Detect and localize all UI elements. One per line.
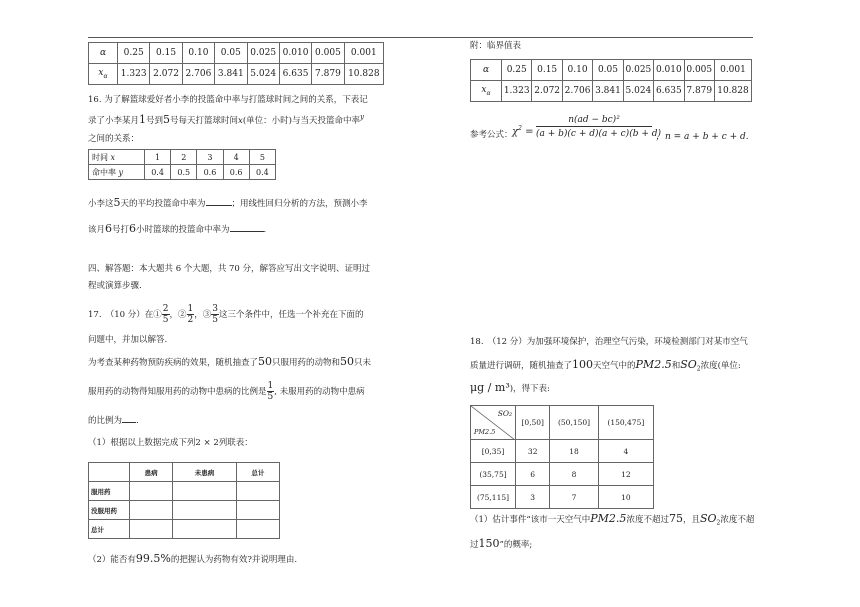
q17-line2: 问题中，并加以解答. xyxy=(88,335,168,345)
x-cell: 2.072 xyxy=(532,81,562,102)
pollution-row-label: (75,115] xyxy=(471,486,516,509)
fraction: $\frac{3}{5}$ xyxy=(212,304,219,325)
pollution-cell: 4 xyxy=(598,440,653,463)
pollution-cell: 32 xyxy=(516,440,550,463)
q17-line5: 的比例为 . xyxy=(88,416,139,426)
x-cell: 3.841 xyxy=(215,64,247,85)
alpha-cell: 0.001 xyxy=(344,43,383,64)
contingency-input-cell[interactable] xyxy=(173,501,236,520)
contingency-input-cell[interactable] xyxy=(236,482,279,501)
q16-answer-line2: 该月6号打6小时篮球的投篮命中率为 . xyxy=(88,222,267,235)
alpha-cell: 0.005 xyxy=(312,43,344,64)
alpha-cell: 0.005 xyxy=(684,60,714,81)
pollution-table xyxy=(470,405,654,509)
pollution-col-header: [0,50] xyxy=(516,406,550,440)
formula-label: 参考公式： xyxy=(470,130,513,140)
alpha-cell: 0.15 xyxy=(150,43,182,64)
pollution-cell: 12 xyxy=(598,463,653,486)
q17-line4: 服用药的动物得知服用药的动物中患病的比例是 $\frac{1}{5}$ , 未服用药的动物中患病 xyxy=(88,381,365,402)
rate-header: 命中率 y xyxy=(89,165,145,180)
alpha-cell: 0.025 xyxy=(623,60,653,81)
q18-line3: μg / m³)，得下表: xyxy=(470,381,550,394)
q18-line2: 质量进行调研，随机抽查了100天空气中的PM2.5和$SO_2$浓度(单位: xyxy=(470,358,741,373)
q17-part1: （1）根据以上数据完成下列2 × 2列联表： xyxy=(88,438,253,448)
contingency-input-cell[interactable] xyxy=(130,501,173,520)
pollution-cell: 8 xyxy=(550,463,598,486)
contingency-table xyxy=(88,462,280,539)
rate-cell: 0.4 xyxy=(145,165,171,180)
alpha-cell: 0.25 xyxy=(502,60,532,81)
q16-data-table xyxy=(88,149,276,180)
q18-part1: （1）估计事件“该市一天空气中PM2.5浓度不超过75，且$SO_2$浓度不超 xyxy=(470,512,755,527)
alpha-cell: 0.05 xyxy=(593,60,623,81)
alpha-cell: 0.15 xyxy=(532,60,562,81)
pollution-cell: 10 xyxy=(598,486,653,509)
x-cell: 2.706 xyxy=(182,64,214,85)
q16-line1: 16. 为了解篮球爱好者小李的投篮命中率与打篮球时间之间的关系，下表记 xyxy=(88,95,368,105)
x-alpha-label: $x_\alpha$ xyxy=(471,81,502,102)
time-cell: 3 xyxy=(197,150,223,165)
header-rule xyxy=(88,37,753,38)
right-critical-value-table xyxy=(470,59,752,102)
x-cell: 2.706 xyxy=(562,81,592,102)
left-critical-value-table xyxy=(88,42,384,85)
alpha-cell: 0.010 xyxy=(279,43,311,64)
alpha-label: α xyxy=(471,60,502,81)
pollution-row-label: (35,75] xyxy=(471,463,516,486)
formula-numerator: n(ad − bc)² xyxy=(536,115,652,127)
x-cell: 3.841 xyxy=(593,81,623,102)
x-cell: 6.635 xyxy=(654,81,684,102)
contingency-input-cell[interactable] xyxy=(173,482,236,501)
fraction: $\frac{1}{2}$ xyxy=(187,304,194,325)
alpha-cell: 0.25 xyxy=(118,43,150,64)
x-cell: 7.879 xyxy=(312,64,344,85)
x-cell: 2.072 xyxy=(150,64,182,85)
exam-page: α 0.25 0.15 0.10 0.05 0.025 0.010 0.005 0.001 $x_\alpha$ 1.323 2.072 2.706 3.841 5.024 6.635 7.879 10.828 16. 为了解篮球爱好者小李的投篮命中率与打篮球时间之间的关系，下表记 录了小李某月1号到5号每天打篮球时间x(单位：小时)与当天投篮命中率$^y$ 之间的关系： 时间 x 1 2 3 4 5 命中率 y 0.4 0.5 0.6 0.6 0.4 小李这5天的平均投篮命中率为 ；用线性回归分析的方法，预测小李 该月6号打6小时篮球的投篮命中率为 . 四、解答题：本大题共 6 个大题，共 70 分，解答应写出文字说明、证明过 程或演算步骤. 17. （10 分）在① $\frac{2}{5}$ ，② $\frac{1}{2}$ ，③ $\frac{3}{5}$ 这三个条件中，任选一个补充在下面的 问题中，并加以解答. 为考查某种药物预防疾病的效果，随机抽查了50只服用药的动物和50只未 服用药的动物得知服用药的动物中患病的比例是 $\frac{1}{5}$ , 未服用药的动物中患病 的比例为 . （1）根据以上数据完成下列2 × 2列联表： 患病 未患病 总计 服用药 没服用药 总计 （2）能否有99.5%的把握认为药物有效?并说明理由. 附：临界值表 α 0.25 0.15 0.10 0.05 0.025 0.010 0.005 0.001 $x_\alpha$ 1.323 2.072 2.706 3.841 5.024 6.635 7.879 10.828 参考公式： $\chi^2$ = $\frac{\text{n(ad − bc)²}}{(a + b)(c + d)(a + c)(b + d)}$ ，n = a + b + c + d. 18. （12 分）为加强环境保护，治理空气污染，环境检测部门对某市空气 质量进行调研，随机抽查了100天空气中的PM2.5和$SO_2$浓度(单位: μg / m³)，得下表: SO₂ PM2.5 [0,50] (50,150] (150,475] [0,35] 32 18 4 (35,75] 6 8 12 (75,115] 3 7 10 （1）估计事件“该市一天空气中PM2.5浓度不超过75，且$SO_2$浓度不超 过150”的概率; xyxy=(0,0,860,607)
answer-blank[interactable] xyxy=(206,205,232,206)
pollution-cell: 6 xyxy=(516,463,550,486)
alpha-label: α xyxy=(89,43,118,64)
x-cell: 1.323 xyxy=(118,64,150,85)
contingency-row-label: 总计 xyxy=(89,520,130,539)
contingency-input-cell[interactable] xyxy=(130,520,173,539)
rate-cell: 0.4 xyxy=(249,165,275,180)
contingency-input-cell[interactable] xyxy=(236,501,279,520)
x-cell: 5.024 xyxy=(623,81,653,102)
formula-denominator: (a + b)(c + d)(a + c)(b + d) xyxy=(536,129,661,139)
contingency-header: 总计 xyxy=(236,463,279,482)
alpha-cell: 0.001 xyxy=(714,60,751,81)
q16-line3: 之间的关系： xyxy=(88,134,140,144)
section4-line2: 程或演算步骤. xyxy=(88,281,142,291)
pollution-row-label: [0,35] xyxy=(471,440,516,463)
rate-cell: 0.6 xyxy=(223,165,249,180)
answer-blank[interactable] xyxy=(122,422,136,423)
q18-part2: 过150”的概率; xyxy=(470,537,533,550)
contingency-input-cell[interactable] xyxy=(173,520,236,539)
q18-line1: 18. （12 分）为加强环境保护，治理空气污染，环境检测部门对某市空气 xyxy=(470,337,748,347)
q17-line3: 为考查某种药物预防疾病的效果，随机抽查了50只服用药的动物和50只未 xyxy=(88,355,372,368)
alpha-cell: 0.05 xyxy=(215,43,247,64)
x-cell: 10.828 xyxy=(344,64,383,85)
corner-bottom-label: PM2.5 xyxy=(474,428,496,436)
time-cell: 4 xyxy=(223,150,249,165)
contingency-header: 患病 xyxy=(130,463,173,482)
pollution-cell: 18 xyxy=(550,440,598,463)
q16-answer-line1: 小李这5天的平均投篮命中率为 ；用线性回归分析的方法，预测小李 xyxy=(88,196,368,209)
rate-cell: 0.5 xyxy=(171,165,197,180)
x-alpha-label: $x_\alpha$ xyxy=(89,64,118,85)
corner-top-label: SO₂ xyxy=(497,409,512,418)
contingency-input-cell[interactable] xyxy=(236,520,279,539)
x-cell: 7.879 xyxy=(684,81,714,102)
pollution-col-header: (50,150] xyxy=(550,406,598,440)
contingency-header: 未患病 xyxy=(173,463,236,482)
alpha-cell: 0.10 xyxy=(562,60,592,81)
alpha-cell: 0.010 xyxy=(654,60,684,81)
x-cell: 10.828 xyxy=(714,81,751,102)
contingency-corner xyxy=(89,463,130,482)
fraction: $\frac{1}{5}$ xyxy=(267,381,274,402)
pollution-corner-cell xyxy=(471,406,516,440)
pollution-cell: 3 xyxy=(516,486,550,509)
contingency-row-label: 服用药 xyxy=(89,482,130,501)
rate-cell: 0.6 xyxy=(197,165,223,180)
x-cell: 5.024 xyxy=(247,64,279,85)
time-header: 时间 x xyxy=(89,150,145,165)
alpha-cell: 0.10 xyxy=(182,43,214,64)
alpha-cell: 0.025 xyxy=(247,43,279,64)
time-cell: 5 xyxy=(249,150,275,165)
x-cell: 1.323 xyxy=(502,81,532,102)
contingency-input-cell[interactable] xyxy=(130,482,173,501)
time-cell: 2 xyxy=(171,150,197,165)
fraction: $\frac{2}{5}$ xyxy=(162,304,169,325)
answer-blank[interactable] xyxy=(230,231,264,232)
time-cell: 1 xyxy=(145,150,171,165)
pollution-cell: 7 xyxy=(550,486,598,509)
x-cell: 6.635 xyxy=(279,64,311,85)
contingency-row-label: 没服用药 xyxy=(89,501,130,520)
q16-line2: 录了小李某月1号到5号每天打篮球时间x(单位：小时)与当天投篮命中率$^y$ xyxy=(88,112,364,126)
section4-line1: 四、解答题：本大题共 6 个大题，共 70 分，解答应写出文字说明、证明过 xyxy=(88,264,371,274)
q17-line1: 17. （10 分）在① $\frac{2}{5}$ ，② $\frac{1}{2}$ ，③ $\frac{3}{5}$ 这三个条件中，任选一个补充在下面的 xyxy=(88,304,364,325)
appendix-title: 附：临界值表 xyxy=(470,41,522,51)
q17-part2: （2）能否有99.5%的把握认为药物有效?并说明理由. xyxy=(88,552,298,565)
pollution-col-header: (150,475] xyxy=(598,406,653,440)
